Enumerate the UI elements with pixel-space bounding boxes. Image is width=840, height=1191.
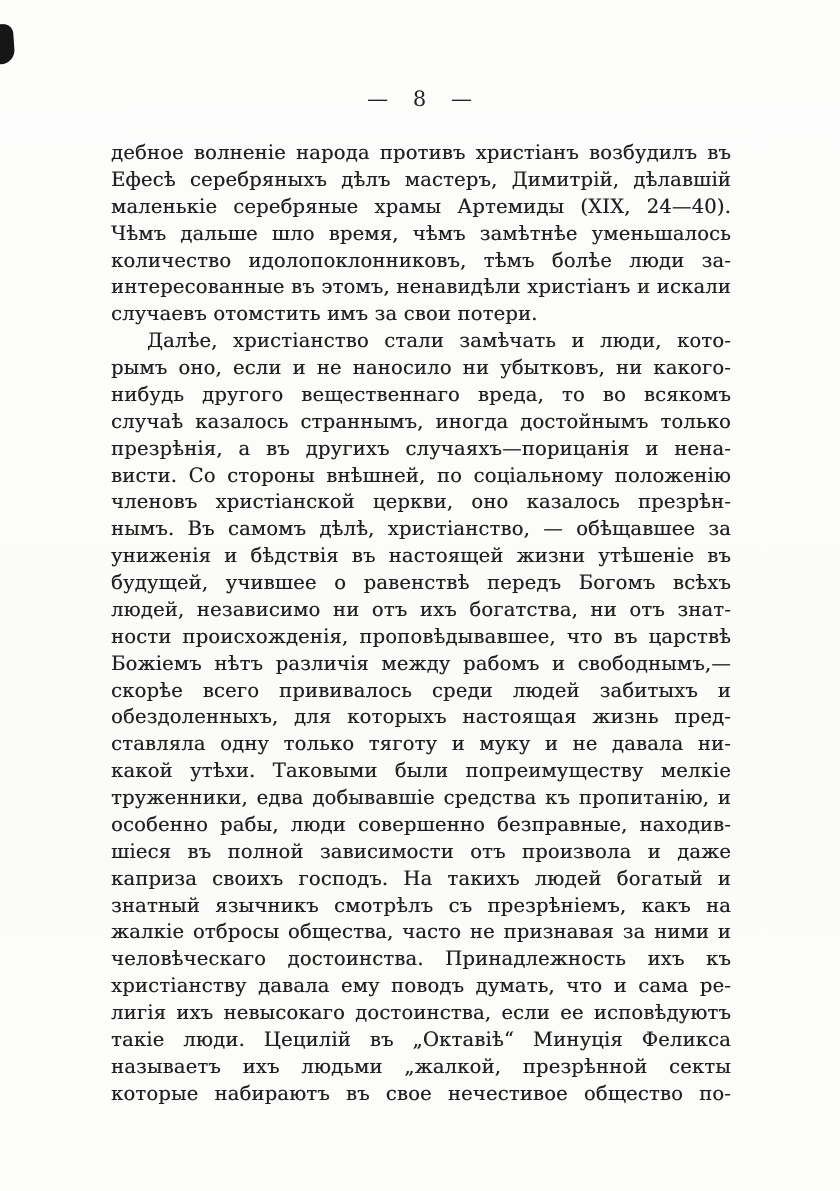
paragraph: [111, 328, 731, 1107]
text-line: каприза своихъ господъ. На такихъ людей богатый и: [111, 866, 731, 890]
text-line: христіанству давала ему поводъ думать, что и сама ре-: [111, 974, 731, 998]
text-line: случаѣ казалось страннымъ, иногда достойнымъ только: [111, 409, 731, 433]
text-line: интересованные въ этомъ, ненавидѣли христіанъ и искали: [111, 275, 731, 299]
text-line: случаевъ отомстить имъ за свои потери.: [111, 302, 538, 326]
text-line: Ефесѣ серебряныхъ дѣлъ мастеръ, Димитрій, дѣлавшій: [111, 167, 731, 191]
text-line: особенно рабы, люди совершенно безправные, находив-: [111, 812, 731, 836]
text-line: называетъ ихъ людьми „жалкой, презрѣнной секты: [111, 1054, 731, 1078]
text-block: [111, 140, 731, 1108]
text-line: знатный язычникъ смотрѣлъ съ презрѣніемъ, какъ на: [111, 893, 731, 917]
text-line: шіеся въ полной зависимости отъ произвола и даже: [111, 839, 731, 863]
text-line: рымъ оно, если и не наносило ни убытковъ, ни какого-: [111, 356, 731, 379]
text-line: Божіемъ нѣтъ различія между рабомъ и свободнымъ,—: [111, 651, 731, 675]
text-line: труженники, едва добывавшіе средства къ пропитанію, и: [111, 786, 731, 809]
paragraph: [111, 140, 731, 328]
text-line: будущей, учившее о равенствѣ передъ Богомъ всѣхъ: [111, 571, 731, 594]
text-line: обездоленныхъ, для которыхъ настоящая жизнь пред-: [111, 705, 731, 729]
text-line: униженія и бѣдствія въ настоящей жизни утѣшеніе въ: [111, 544, 731, 568]
text-line: дебное волненіе народа противъ христіанъ возбудилъ въ: [111, 141, 731, 164]
scan-artifact: [0, 23, 15, 64]
text-line: членовъ христіанской церкви, оно казалось презрѣн-: [111, 490, 731, 514]
text-line: скорѣе всего прививалось среди людей забитыхъ и: [111, 678, 731, 702]
text-line: презрѣнія, а въ другихъ случаяхъ—порицанія и нена-: [111, 436, 731, 460]
text-line: такіе люди. Цецилій въ „Октавіѣ“ Минуція Феликса: [111, 1027, 731, 1051]
text-line: человѣческаго достоинства. Принадлежность ихъ къ: [111, 947, 731, 971]
text-line: лигія ихъ невысокаго достоинства, если ее исповѣдуютъ: [111, 1001, 731, 1024]
text-line: висти. Со стороны внѣшней, по соціальному положенію: [111, 463, 731, 487]
text-line: Чѣмъ дальше шло время, чѣмъ замѣтнѣе уменьшалось: [111, 221, 731, 245]
text-line: маленькіе серебряные храмы Артемиды (XIX, 24—40).: [111, 194, 731, 218]
text-line: нымъ. Въ самомъ дѣлѣ, христіанство, — обѣщавшее за: [111, 517, 731, 541]
text-line: ности происхожденія, проповѣдывавшее, что въ царствѣ: [111, 624, 731, 648]
text-line: людей, независимо ни отъ ихъ богатства, ни отъ знат-: [111, 597, 731, 621]
text-line: нибудь другого вещественнаго вреда, то во всякомъ: [111, 382, 731, 406]
text-line: жалкіе отбросы общества, часто не признавая за ними и: [111, 920, 731, 944]
text-line: Далѣе, христіанство стали замѣчать и люди, кото-: [147, 329, 731, 353]
text-line: какой утѣхи. Таковыми были попреимуществу мелкіе: [111, 759, 731, 783]
text-line: количество идолопоклонниковъ, тѣмъ болѣе люди за-: [111, 248, 731, 272]
text-line: которые набираютъ въ свое нечестивое общество по-: [111, 1081, 731, 1105]
page-number: — 8 —: [367, 87, 473, 111]
text-line: ставляла одну только тяготу и муку и не давала ни-: [111, 732, 731, 756]
